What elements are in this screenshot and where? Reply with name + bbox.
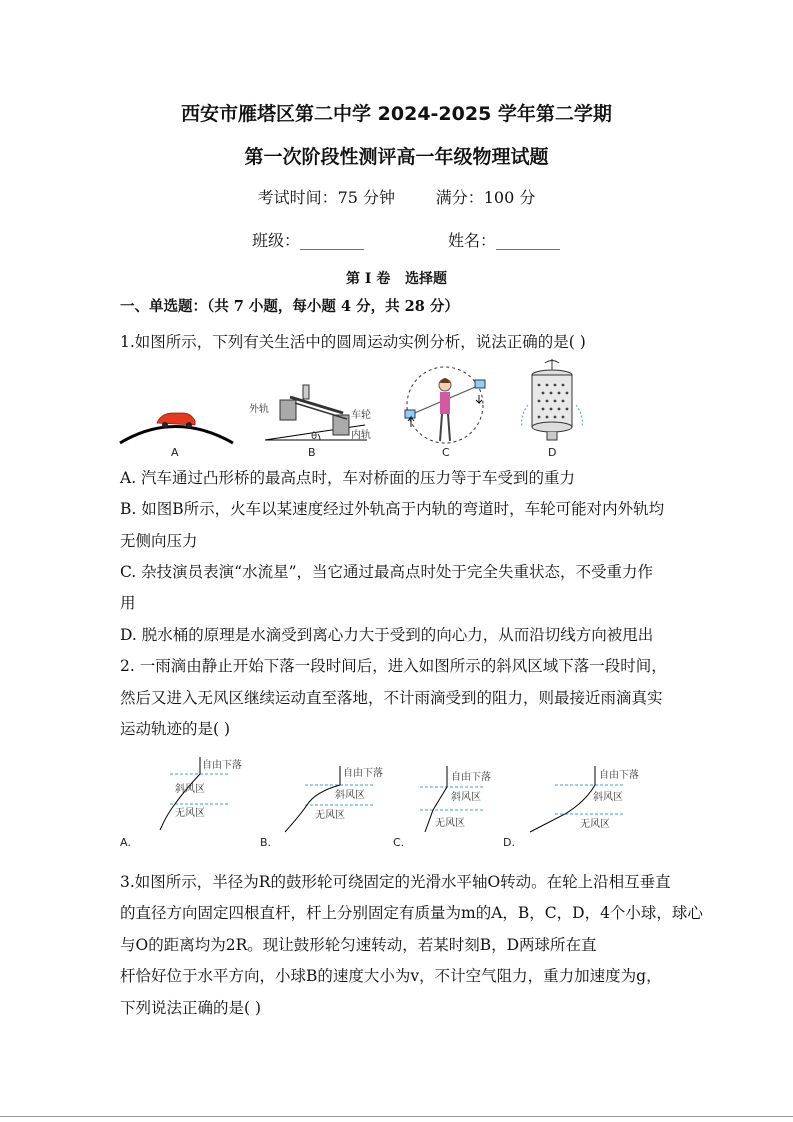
- part1-heading: 一、单选题：（共 7 小题，每小题 4 分，共 28 分）: [120, 298, 459, 315]
- q1-option-c-cont: 用: [120, 594, 136, 612]
- q2-figure: [115, 752, 655, 852]
- q1-figure: [115, 355, 595, 460]
- q2-stem-line2: 然后又进入无风区继续运动直至落地，不计雨滴受到的阻力，则最接近雨滴真实: [120, 689, 663, 707]
- q2-option-c-graph: [393, 766, 491, 849]
- q2-c-wind: 斜风区: [451, 792, 481, 803]
- q3-stem-line2: 的直径方向固定四根直杆，杆上分别固定有质量为m的A，B，C，D，4个小球，球心: [120, 904, 703, 922]
- q2-d-free-fall: 自由下落: [599, 770, 639, 781]
- fig-c-performer: [405, 367, 485, 459]
- q2-c-free-fall: 自由下落: [451, 772, 491, 783]
- q2-option-a-graph: [120, 757, 242, 849]
- fig-label-b: B: [308, 446, 316, 459]
- volume-heading: 第 I 卷 选择题: [346, 271, 447, 287]
- q2-b-no-wind: 无风区: [315, 810, 345, 821]
- q2-a-no-wind: 无风区: [175, 808, 205, 819]
- q1-option-d: D. 脱水桶的原理是水滴受到离心力大于受到的向心力，从而沿切线方向被甩出: [120, 626, 654, 644]
- q2-c-no-wind: 无风区: [435, 818, 465, 829]
- q2-d-wind: 斜风区: [593, 792, 623, 803]
- page-bottom-rule: [0, 1116, 793, 1117]
- exam-info: 考试时间：75 分钟 满分：100 分: [257, 188, 536, 207]
- fig-label-outer-rail: 外轨: [249, 404, 269, 415]
- q2-option-b-label: B.: [260, 836, 272, 849]
- q2-option-d-label: D.: [503, 836, 515, 849]
- exam-title-line2: 第一次阶段性测评高一年级物理试题: [244, 146, 549, 168]
- q2-stem-line3: 运动轨迹的是( ): [120, 720, 231, 738]
- q2-stem-line1: 2. 一雨滴由静止开始下落一段时间后，进入如图所示的斜风区域下落一段时间，: [120, 657, 667, 675]
- q2-option-c-label: C.: [393, 836, 405, 849]
- fig-label-inner-rail: 内轨: [351, 430, 371, 441]
- q1-option-b-cont: 无侧向压力: [120, 532, 198, 550]
- fig-a-bridge: [120, 413, 233, 459]
- class-field: 班级：________: [252, 231, 365, 250]
- q2-b-wind: 斜风区: [335, 790, 365, 801]
- fig-label-wheel: 车轮: [351, 410, 371, 421]
- q1-option-c: C. 杂技演员表演“水流星”，当它通过最高点时处于完全失重状态，不受重力作: [120, 563, 654, 581]
- q3-stem-line1: 3.如图所示，半径为R的鼓形轮可绕固定的光滑水平轴O转动。在轮上沿相互垂直: [120, 873, 671, 891]
- fig-d-dryer: [522, 359, 583, 459]
- q2-a-free-fall: 自由下落: [202, 760, 242, 771]
- q2-d-no-wind: 无风区: [580, 819, 610, 830]
- q2-a-wind: 斜风区: [175, 784, 205, 795]
- fig-label-theta: θ: [311, 431, 318, 442]
- q2-option-b-graph: [260, 766, 383, 849]
- fig-b-rail: [249, 385, 371, 459]
- fig-label-d: D: [548, 446, 557, 459]
- exam-title-line1: 西安市雁塔区第二中学 2024-2025 学年第二学期: [181, 103, 612, 125]
- q2-option-d-graph: [503, 766, 639, 849]
- q2-option-a-label: A.: [120, 836, 131, 849]
- name-field: 姓名：________: [448, 231, 561, 250]
- q2-b-free-fall: 自由下落: [343, 768, 383, 779]
- fig-label-a: A: [171, 446, 179, 459]
- fig-label-c: C: [442, 446, 450, 459]
- q1-option-b: B. 如图B所示，火车以某速度经过外轨高于内轨的弯道时，车轮可能对内外轨均: [120, 500, 665, 518]
- q1-option-a: A. 汽车通过凸形桥的最高点时，车对桥面的压力等于车受到的重力: [120, 469, 576, 487]
- q3-stem-line4: 杆恰好位于水平方向，小球B的速度大小为v，不计空气阻力，重力加速度为g，: [120, 967, 662, 985]
- q1-stem: 1.如图所示，下列有关生活中的圆周运动实例分析，说法正确的是( ): [120, 333, 586, 351]
- q3-stem-line3: 与O的距离均为2R。现让鼓形轮匀速转动，若某时刻B，D两球所在直: [120, 936, 597, 954]
- q3-stem-line5: 下列说法正确的是( ): [120, 999, 262, 1017]
